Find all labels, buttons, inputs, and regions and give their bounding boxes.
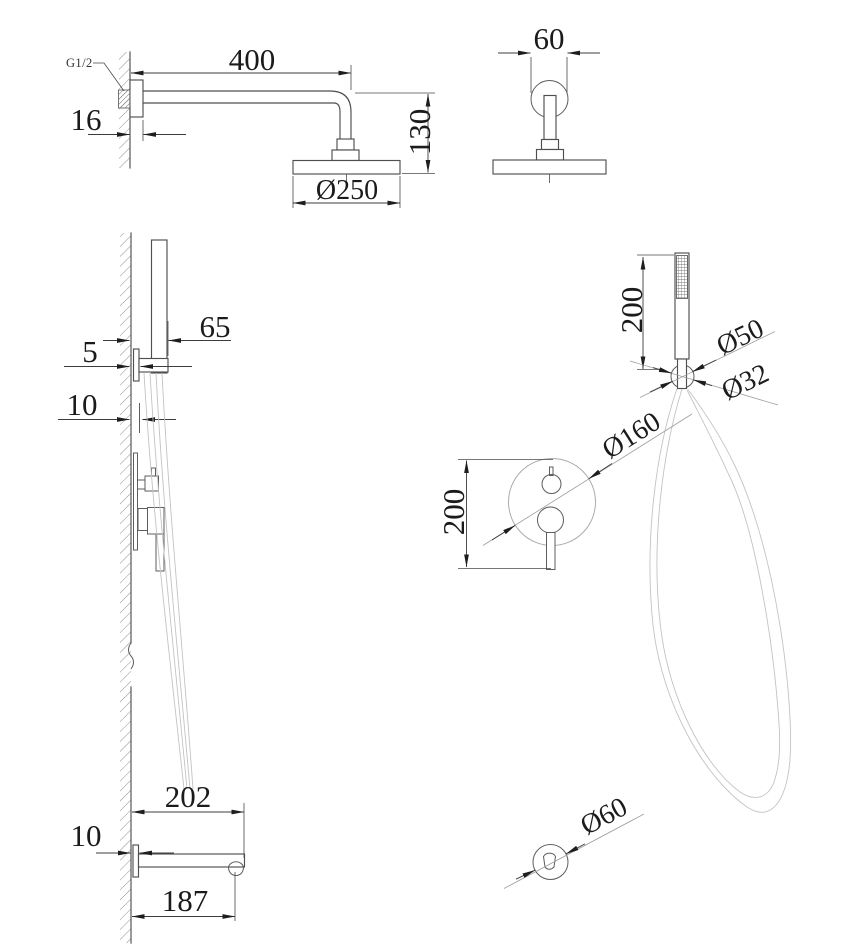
dim-spout-flange-diameter: Ø60 (575, 791, 633, 842)
view-overhead-shower-front (493, 21, 606, 183)
dim-arm-length: 400 (228, 42, 276, 77)
arm-front (544, 96, 556, 140)
dim-head-drop: 130 (402, 108, 437, 156)
hose-hang-line (144, 373, 184, 789)
diverter-knob (542, 475, 561, 494)
thread-size-label: G1/2 (66, 56, 93, 70)
dim-arrow (516, 870, 535, 879)
dim-arrow (653, 368, 672, 374)
spout-flange-circle (533, 845, 568, 880)
dim-arrow (694, 380, 713, 386)
spout-outlet (229, 867, 244, 876)
view-spout-front (504, 791, 644, 888)
dim-arrow (650, 381, 673, 392)
ball-joint-housing (332, 150, 359, 161)
bracket-holder-arm (139, 359, 168, 373)
shower-head-disc (293, 161, 400, 175)
shower-arm-outer (143, 91, 351, 139)
view-mixer-front (436, 406, 692, 569)
dim-trim-diameter: Ø160 (596, 406, 667, 466)
hand-shower-side (152, 240, 168, 373)
spout-body (139, 854, 245, 867)
dim-head-width: 60 (533, 21, 565, 56)
view-wall-elevation (58, 233, 245, 943)
handle-neck-side (138, 509, 148, 531)
arm-nut-front (542, 140, 559, 150)
bracket-flange (134, 349, 140, 381)
dim-wall-to-flange: 16 (70, 102, 102, 137)
spout-wall-plate (133, 845, 139, 877)
thread-fitting (119, 90, 131, 108)
dim-arrow (692, 360, 716, 372)
ball-joint-front (537, 150, 564, 161)
view-overhead-shower-side (66, 42, 437, 208)
wall-hatching (120, 233, 131, 943)
hose-loop-outer (650, 389, 791, 813)
dim-arrow (566, 844, 585, 854)
shower-arm-inner (143, 103, 340, 139)
spray-face-grid (677, 256, 688, 299)
dim-head-diameter: Ø250 (315, 175, 379, 206)
dim-spout-reach: 202 (164, 779, 212, 814)
hose-hang-line (150, 373, 187, 789)
dim-arrow (492, 525, 515, 540)
wall-hatching (119, 52, 130, 168)
leader-spout-diameter (504, 814, 644, 889)
dim-bracket-reach: 65 (199, 309, 231, 344)
dim-spout-plate-offset: 10 (70, 818, 102, 853)
view-hand-shower (614, 253, 791, 812)
dim-handle-length: 200 (614, 286, 649, 334)
diverter-neck-side (138, 480, 146, 489)
handle-hub (538, 507, 564, 533)
handle-lever (547, 533, 556, 570)
head-edge-front (493, 160, 606, 174)
valve-wall-plate (134, 453, 138, 550)
hose-connector (678, 359, 687, 389)
dim-mixer-height: 200 (436, 488, 471, 536)
dim-holder-outer-diameter: Ø50 (711, 312, 769, 362)
dim-arrow (589, 464, 612, 479)
arm-wall-flange (130, 80, 143, 117)
hose-loop-inner (657, 389, 780, 797)
dim-bracket-gap: 5 (82, 334, 98, 369)
dim-hose-outlet-offset: 10 (66, 387, 98, 422)
dim-spout-outlet-reach: 187 (161, 883, 209, 918)
arm-nut (337, 139, 354, 150)
dim-holder-inner-diameter: Ø32 (716, 357, 774, 407)
